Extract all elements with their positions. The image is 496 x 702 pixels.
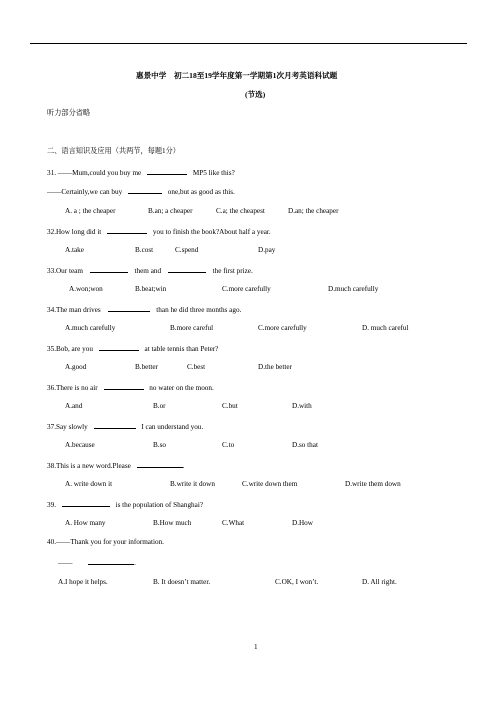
option-c[interactable]: C.spend xyxy=(175,246,199,254)
stem-part: 31. ——Mum,could you buy me xyxy=(47,169,142,177)
question-40-reply xyxy=(58,557,136,568)
stem-part: the first prize. xyxy=(212,267,253,275)
stem-part: . xyxy=(134,559,136,567)
page-title: 惠景中学 初二18至19学年度第一学期第1次月考英语科试题 xyxy=(136,71,338,80)
stem-part: MP5 like this? xyxy=(192,169,235,177)
option-d[interactable]: D.much carefully xyxy=(328,285,379,293)
option-a[interactable]: A.I hope it helps. xyxy=(58,578,108,586)
option-a[interactable]: A.and xyxy=(65,402,83,410)
option-d[interactable]: D.so that xyxy=(292,441,318,449)
answer-blank[interactable] xyxy=(88,557,134,565)
question-33 xyxy=(47,265,253,276)
option-d[interactable]: D.the better xyxy=(258,363,292,371)
option-b[interactable]: B.beat;win xyxy=(135,285,167,293)
option-c[interactable]: C.more carefully xyxy=(258,324,307,332)
question-34 xyxy=(47,304,241,315)
option-a[interactable]: A. a ; the cheaper xyxy=(65,207,116,215)
question-36 xyxy=(47,382,214,393)
stem-part: 36.There is no air xyxy=(47,384,98,392)
option-c[interactable]: C.a; the cheapest xyxy=(216,207,265,215)
answer-blank[interactable] xyxy=(108,304,150,312)
option-b[interactable]: B.cost xyxy=(135,246,154,254)
option-d[interactable]: D. much careful xyxy=(362,324,409,332)
option-a[interactable]: A. write down it xyxy=(65,480,113,488)
option-b[interactable]: B.so xyxy=(153,441,166,449)
question-31 xyxy=(47,167,235,178)
option-a[interactable]: A.much carefully xyxy=(65,324,116,332)
stem-part: at table tennis than Peter? xyxy=(144,345,219,353)
stem-part: . xyxy=(182,462,185,470)
option-c[interactable]: C.to xyxy=(222,441,235,449)
stem-part: ——Certainly,we can buy xyxy=(47,188,123,196)
stem-part: 38.This is a new word.Please xyxy=(47,462,131,470)
question-40 xyxy=(47,538,164,547)
option-a[interactable]: A. How many xyxy=(65,519,106,527)
stem-part: is the population of Shanghai? xyxy=(115,501,204,509)
stem-part: 33.Our team xyxy=(47,267,83,275)
answer-blank[interactable] xyxy=(107,226,147,234)
answer-blank[interactable] xyxy=(99,343,139,351)
option-b[interactable]: B.or xyxy=(153,402,166,410)
stem-part: 40.——Thank you for your information. xyxy=(47,538,164,546)
answer-blank[interactable] xyxy=(90,265,128,273)
option-b[interactable]: B.better xyxy=(135,363,158,371)
option-c[interactable]: C.What xyxy=(222,519,245,527)
answer-blank[interactable] xyxy=(128,186,162,194)
answer-blank[interactable] xyxy=(137,460,183,468)
stem-part: them and xyxy=(134,267,162,275)
answer-blank[interactable] xyxy=(104,382,144,390)
question-37 xyxy=(47,421,203,432)
option-d[interactable]: D.pay xyxy=(258,246,276,254)
option-c[interactable]: C.best xyxy=(187,363,206,371)
stem-part: 32.How long did it xyxy=(47,228,102,236)
stem-part: one,but as good as this. xyxy=(167,188,235,196)
option-d[interactable]: D.How xyxy=(292,519,313,527)
option-c[interactable]: C.more carefully xyxy=(222,285,271,293)
answer-blank[interactable] xyxy=(168,265,206,273)
option-a[interactable]: A.take xyxy=(65,246,84,254)
option-c[interactable]: C.OK, I won’t. xyxy=(275,578,319,586)
stem-part: I can understand you. xyxy=(141,423,204,431)
option-a[interactable]: A.won;won xyxy=(69,285,103,293)
stem-part: 35.Bob, are you xyxy=(47,345,93,353)
listening-note: 听力部分省略 xyxy=(47,109,91,117)
question-31-line2 xyxy=(47,186,235,197)
answer-blank[interactable] xyxy=(147,167,187,175)
stem-part: than he did three months ago. xyxy=(156,306,242,314)
question-32 xyxy=(47,226,271,237)
option-b[interactable]: B.an; a cheaper xyxy=(148,207,193,215)
page-subtitle: (节选) xyxy=(245,90,266,99)
option-a[interactable]: A.because xyxy=(65,441,95,449)
section-heading: 二、语言知识及应用（共两节，每题1分） xyxy=(47,147,180,155)
question-38 xyxy=(47,460,184,471)
stem-part: —— xyxy=(58,559,73,567)
option-b[interactable]: B. It doesn’t matter. xyxy=(153,578,211,586)
option-d[interactable]: D. All right. xyxy=(362,578,397,586)
option-a[interactable]: A.good xyxy=(65,363,87,371)
stem-part: 34.The man drives xyxy=(47,306,101,314)
page-number: 1 xyxy=(254,643,258,651)
answer-blank[interactable] xyxy=(94,421,136,429)
option-b[interactable]: B.more careful xyxy=(170,324,214,332)
top-rule xyxy=(30,43,467,44)
question-35 xyxy=(47,343,218,354)
option-c[interactable]: C.write down them xyxy=(242,480,298,488)
stem-part: 37.Say slowly xyxy=(47,423,88,431)
stem-part: 39. xyxy=(47,501,56,509)
option-c[interactable]: C.but xyxy=(222,402,238,410)
option-b[interactable]: B.How much xyxy=(153,519,192,527)
stem-part: you to finish the book?About half a year. xyxy=(152,228,271,236)
option-b[interactable]: B.write it down xyxy=(170,480,215,488)
option-d[interactable]: D.an; the cheaper xyxy=(288,207,339,215)
option-d[interactable]: D.with xyxy=(292,402,312,410)
option-d[interactable]: D.write them down xyxy=(345,480,401,488)
stem-part: no water on the moon. xyxy=(149,384,214,392)
answer-blank[interactable] xyxy=(62,499,110,507)
question-39 xyxy=(47,499,203,510)
